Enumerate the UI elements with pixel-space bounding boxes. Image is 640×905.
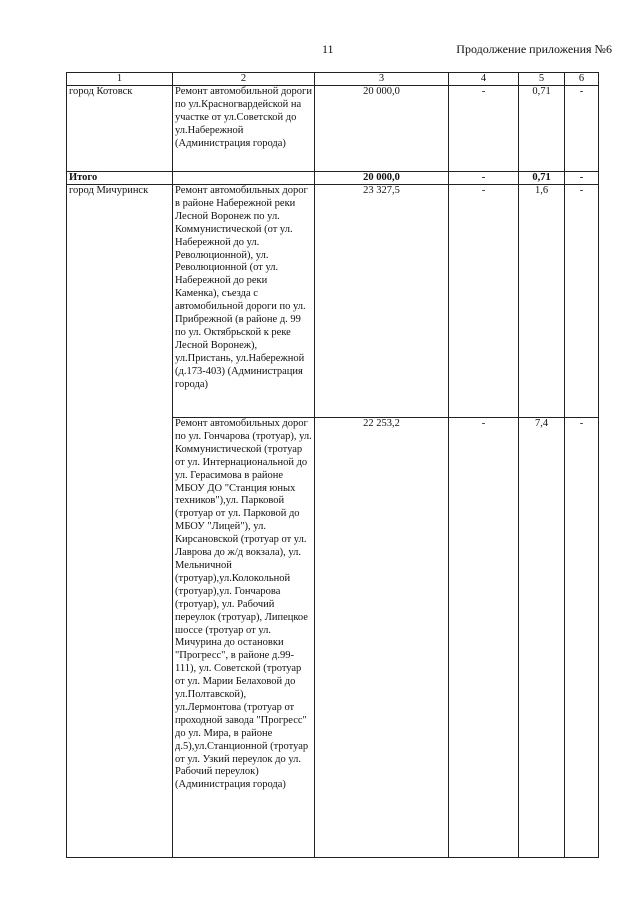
city-cell: город Мичуринск bbox=[67, 185, 173, 858]
column-header-6: 6 bbox=[565, 73, 599, 86]
appendix-table bbox=[66, 72, 599, 858]
col5-cell: 0,71 bbox=[519, 86, 565, 172]
col5-cell: 7,4 bbox=[519, 418, 565, 858]
city-cell: город Котовск bbox=[67, 86, 173, 172]
total-col4: - bbox=[449, 172, 519, 185]
total-row bbox=[67, 172, 599, 185]
description-cell: Ремонт автомобильных дорог по ул. Гончарова (тротуар), ул. Коммунистической (тротуар от ул. Интернациональной до ул. Герасимова в районе МБОУ ДО "Станция юных техников"),ул. Парковой (тротуар от ул. Парковой до МБОУ "Лицей"), ул. Кирсановской (тротуар от ул. Лаврова до ж/д вокзала), ул. Мельничной (тротуар),ул.Колокольной (тротуар),ул. Гончарова (тротуар), ул. Рабочий переулок (тротуар), Липецкое шоссе (тротуар от ул. Мичурина до остановки "Прогресс", в районе д.99-111), ул. Советской (тротуар от ул. Марии Белаховой до ул.Полтавской), ул.Лермонтова (тротуар от проходной завода "Прогресс" до ул. Мира, в районе д.5),ул.Станционной (тротуар от ул. Узкий переулок до ул. Рабочий переулок) (Администрация города) bbox=[173, 418, 315, 858]
table-row bbox=[67, 185, 599, 418]
column-header-4: 4 bbox=[449, 73, 519, 86]
total-col5: 0,71 bbox=[519, 172, 565, 185]
col5-cell: 1,6 bbox=[519, 185, 565, 418]
col6-cell: - bbox=[565, 185, 599, 418]
amount-cell: 20 000,0 bbox=[315, 86, 449, 172]
total-amount: 20 000,0 bbox=[315, 172, 449, 185]
amount-cell: 23 327,5 bbox=[315, 185, 449, 418]
total-col6: - bbox=[565, 172, 599, 185]
column-header-2: 2 bbox=[173, 73, 315, 86]
amount-cell: 22 253,2 bbox=[315, 418, 449, 858]
col6-cell: - bbox=[565, 86, 599, 172]
column-header-1: 1 bbox=[67, 73, 173, 86]
total-empty-cell bbox=[173, 172, 315, 185]
column-number-row bbox=[67, 73, 599, 86]
table-row bbox=[67, 86, 599, 172]
column-header-5: 5 bbox=[519, 73, 565, 86]
total-label: Итого bbox=[67, 172, 173, 185]
col4-cell: - bbox=[449, 185, 519, 418]
column-header-3: 3 bbox=[315, 73, 449, 86]
col4-cell: - bbox=[449, 418, 519, 858]
description-cell: Ремонт автомобильных дорог в районе Набережной реки Лесной Воронеж по ул. Коммунистической (от ул. Набережной до ул. Революционной), ул. Революционной (от ул. Набережной до реки Каменка), съезда с автомобильной дороги по ул. Прибрежной (в районе д. 99 по ул. Октябрьской к реке Лесной Воронеж), ул.Пристань, ул.Набережной (д.173-403) (Администрация города) bbox=[173, 185, 315, 418]
col6-cell: - bbox=[565, 418, 599, 858]
page-number: 11 bbox=[322, 42, 334, 56]
col4-cell: - bbox=[449, 86, 519, 172]
description-cell: Ремонт автомобильной дороги по ул.Красногвардейской на участке от ул.Советской до ул.Набережной (Администрация города) bbox=[173, 86, 315, 172]
continuation-caption: Продолжение приложения №6 bbox=[456, 42, 612, 56]
